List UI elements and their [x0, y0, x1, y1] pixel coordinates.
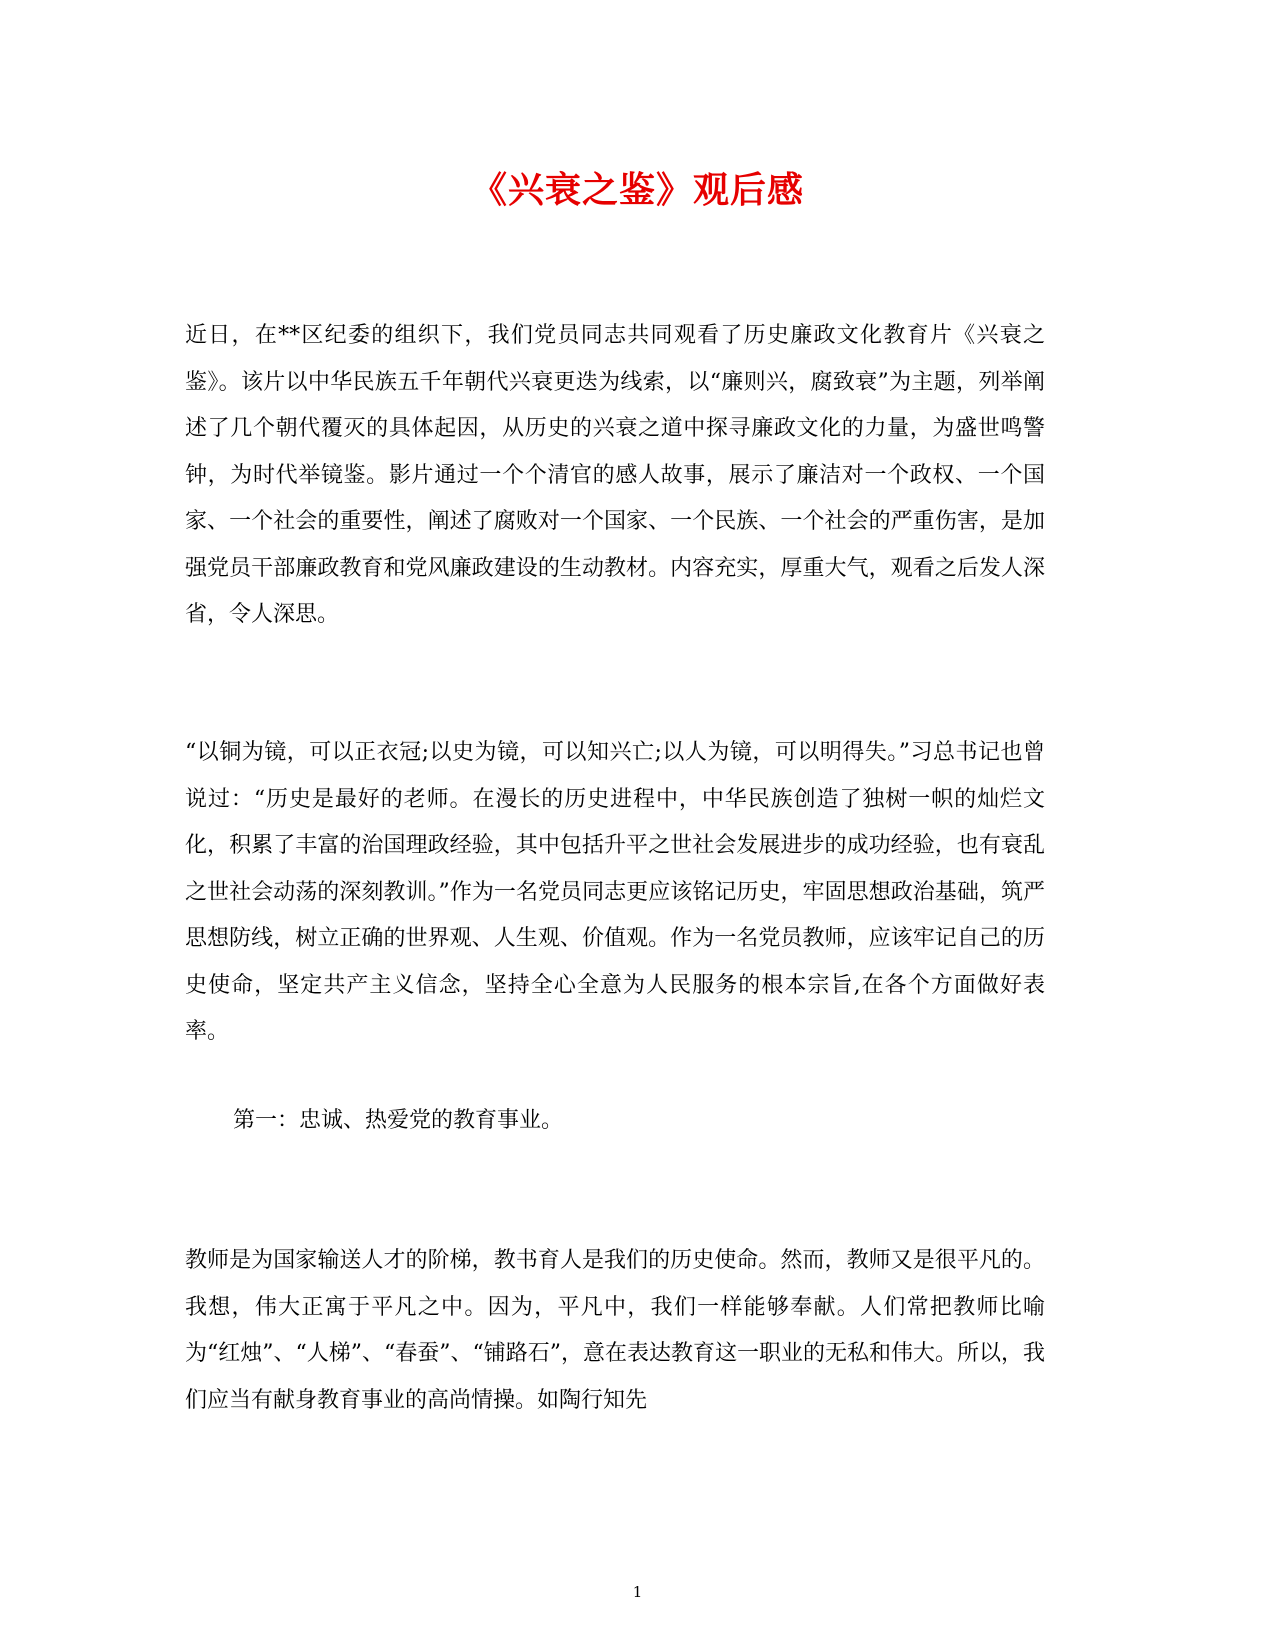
page-title: 《兴衰之鉴》观后感: [470, 169, 804, 211]
paragraph-heading-first: [185, 1098, 1045, 1145]
paragraph-teacher: 教师是为国家输送人才的阶梯，教书育人是我们的历史使命。然而，教师又是很平凡的。我想，伟大正寓于平凡之中。因为，平凡中，我们一样能够奉献。人们常把教师比喻为“红烛”、“人梯”、“春蚕”、“铺路石”，意在表达教育这一职业的无私和伟大。所以，我们应当有献身教育事业的高尚情操。如陶行知先: [185, 1248, 1045, 1413]
paragraph-quote: “以铜为镜，可以正衣冠;以史为镜，可以知兴亡;以人为镜，可以明得失。”习总书记也曾说过：“历史是最好的老师。在漫长的历史进程中，中华民族创造了独树一帜的灿烂文化，积累了丰富的治国理政经验，其中包括升平之世社会发展进步的成功经验，也有衰乱之世社会动荡的深刻教训。”作为一名党员同志更应该铭记历史，牢固思想政治基础，筑严思想防线，树立正确的世界观、人生观、价值观。作为一名党员教师，应该牢记自己的历史使命，坚定共产主义信念，坚持全心全意为人民服务的根本宗旨,在各个方面做好表率。: [185, 740, 1045, 1044]
paragraph-intro: 近日，在**区纪委的组织下，我们党员同志共同观看了历史廉政文化教育片《兴衰之鉴》。该片以中华民族五千年朝代兴衰更迭为线索，以“廉则兴，腐致衰”为主题，列举阐述了几个朝代覆灭的具体起因，从历史的兴衰之道中探寻廉政文化的力量，为盛世鸣警钟，为时代举镜鉴。影片通过一个个清官的感人故事，展示了廉洁对一个政权、一个国家、一个社会的重要性，阐述了腐败对一个国家、一个民族、一个社会的严重伤害，是加强党员干部廉政教育和党风廉政建设的生动教材。内容充实，厚重大气，观看之后发人深省，令人深思。: [185, 323, 1045, 627]
page-number: 1: [632, 1583, 643, 1601]
section-heading: 第一：忠诚、热爱党的教育事业。: [233, 1108, 564, 1133]
